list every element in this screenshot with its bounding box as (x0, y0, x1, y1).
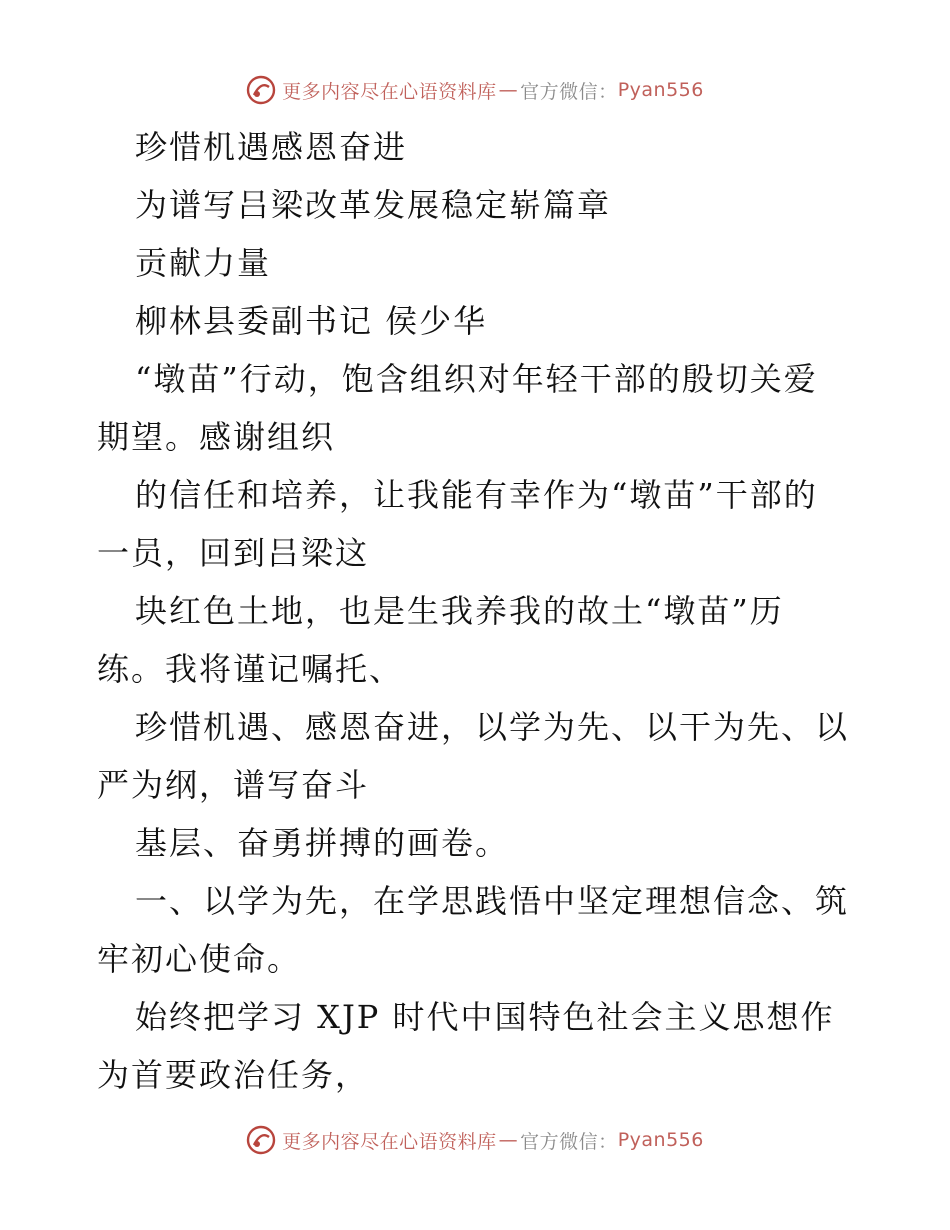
body-line: 基层、奋勇拼搏的画卷。 (135, 824, 510, 862)
logo-icon (246, 75, 276, 105)
body-line: 块红色土地，也是生我养我的故土“墩苗”历 (135, 592, 784, 630)
header-watermark (0, 72, 950, 108)
section-heading: 一、以学为先，在学思践悟中坚定理想信念、筑 (135, 882, 850, 920)
body-line: 为首要政治任务， (97, 1056, 370, 1094)
watermark-official: 官方微信： (520, 1130, 618, 1153)
title-line-2: 为谱写吕梁改革发展稳定崭篇章 (135, 186, 612, 224)
body-line: 一员，回到吕梁这 (97, 534, 370, 572)
author-line: 柳林县委副书记 侯少华 (135, 302, 488, 340)
body-line: 的信任和培养，让我能有幸作为“墩苗”干部的 (135, 476, 818, 514)
watermark-text: 更多内容尽在心语资料库 (282, 80, 497, 103)
body-line: “墩苗”行动，饱含组织对年轻干部的殷切关爱 (135, 360, 818, 398)
body-line: 期望。感谢组织 (97, 418, 336, 456)
body-line: 严为纲，谱写奋斗 (97, 766, 370, 804)
title-line-1: 珍惜机遇感恩奋进 (135, 128, 408, 166)
watermark-dash: — (498, 1129, 519, 1151)
body-line: 始终把学习 XJP 时代中国特色社会主义思想作 (135, 998, 835, 1036)
body-line: 练。我将谨记嘱托、 (97, 650, 404, 688)
footer-watermark (0, 1122, 950, 1158)
watermark-handle: Pyan556 (617, 79, 704, 101)
logo-icon (246, 1125, 276, 1155)
watermark-handle: Pyan556 (617, 1129, 704, 1151)
section-heading-cont: 牢初心使命。 (97, 940, 302, 978)
watermark-dash: — (498, 79, 519, 101)
title-line-3: 贡献力量 (135, 244, 272, 282)
watermark-text: 更多内容尽在心语资料库 (282, 1130, 497, 1153)
watermark-official: 官方微信： (520, 80, 618, 103)
body-line: 珍惜机遇、感恩奋进，以学为先、以干为先、以 (135, 708, 850, 746)
